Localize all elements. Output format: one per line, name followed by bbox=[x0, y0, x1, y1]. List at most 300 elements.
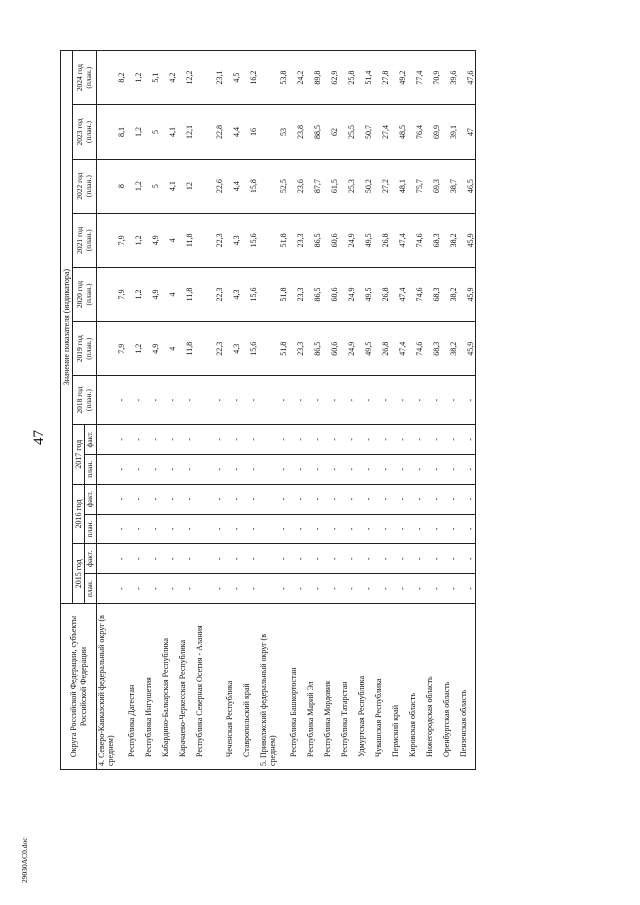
indicator-value-cell: - bbox=[127, 544, 144, 574]
indicator-value-cell: 1,2 bbox=[127, 213, 144, 267]
indicator-value-cell: - bbox=[178, 454, 195, 484]
region-name: Республика Марий Эл bbox=[306, 604, 323, 770]
indicator-value-cell: - bbox=[391, 514, 408, 544]
indicator-value-cell: 5 bbox=[144, 105, 161, 159]
indicator-value-cell: - bbox=[323, 484, 340, 514]
table-row bbox=[178, 51, 195, 770]
indicator-value-cell: - bbox=[225, 484, 242, 514]
indicator-value-cell: 11,8 bbox=[178, 322, 195, 376]
region-name: Республика Татарстан bbox=[340, 604, 357, 770]
indicator-value-cell: - bbox=[97, 544, 127, 574]
plan-year-header: 2018 год (план.) bbox=[73, 376, 97, 425]
indicator-value-cell: 86,5 bbox=[306, 213, 323, 267]
indicator-value-cell: - bbox=[306, 484, 323, 514]
indicator-value-cell: - bbox=[195, 424, 225, 454]
table-row bbox=[408, 51, 425, 770]
indicator-value-cell: 4,9 bbox=[144, 322, 161, 376]
indicator-value-cell: 50,2 bbox=[357, 159, 374, 213]
indicator-value-cell: - bbox=[323, 544, 340, 574]
indicator-value-cell: 7,9 bbox=[97, 322, 127, 376]
indicator-value-cell: - bbox=[408, 484, 425, 514]
fact-subheader: факт. bbox=[85, 544, 97, 574]
indicator-value-cell: 16 bbox=[242, 105, 259, 159]
indicator-value-cell: 4,4 bbox=[225, 105, 242, 159]
indicator-value-cell: - bbox=[374, 484, 391, 514]
indicator-value-cell: - bbox=[259, 454, 289, 484]
indicator-value-cell: 4,3 bbox=[225, 213, 242, 267]
indicator-value-cell: - bbox=[442, 484, 459, 514]
indicator-value-cell: - bbox=[323, 376, 340, 425]
indicator-value-cell: 15,6 bbox=[242, 213, 259, 267]
indicator-value-cell: 7,9 bbox=[97, 213, 127, 267]
region-name: Удмуртская Республика bbox=[357, 604, 374, 770]
indicator-value-cell: - bbox=[161, 454, 178, 484]
indicator-value-cell: - bbox=[391, 454, 408, 484]
table-body bbox=[97, 51, 476, 770]
plan-year-header: 2023 год (план.) bbox=[73, 105, 97, 159]
indicator-value-cell: - bbox=[323, 574, 340, 604]
indicator-value-cell: 49,5 bbox=[357, 322, 374, 376]
indicator-value-cell: - bbox=[459, 424, 476, 454]
indicator-value-cell: - bbox=[357, 484, 374, 514]
indicator-value-cell: 1,2 bbox=[127, 159, 144, 213]
indicator-value-cell: - bbox=[144, 514, 161, 544]
region-name: Ставропольский край bbox=[242, 604, 259, 770]
indicator-value-cell: 49,5 bbox=[357, 213, 374, 267]
indicator-value-cell: 22,3 bbox=[195, 213, 225, 267]
region-name: Кировская область bbox=[408, 604, 425, 770]
indicator-value-cell: - bbox=[408, 574, 425, 604]
indicator-value-cell: 76,4 bbox=[408, 105, 425, 159]
indicator-value-cell: - bbox=[144, 544, 161, 574]
table-row bbox=[225, 51, 242, 770]
indicator-value-cell: 47,4 bbox=[391, 213, 408, 267]
indicator-value-cell: - bbox=[459, 484, 476, 514]
indicator-value-cell: 87,7 bbox=[306, 159, 323, 213]
indicator-value-cell: - bbox=[425, 514, 442, 544]
indicator-value-cell: 61,5 bbox=[323, 159, 340, 213]
region-name: Карачаево-Черкесская Республика bbox=[178, 604, 195, 770]
indicator-value-cell: 60,6 bbox=[323, 267, 340, 321]
indicator-value-cell: - bbox=[306, 544, 323, 574]
indicator-value-cell: - bbox=[195, 544, 225, 574]
fact-subheader: факт. bbox=[85, 424, 97, 454]
indicator-value-cell: 47,4 bbox=[391, 322, 408, 376]
indicator-value-cell: - bbox=[408, 454, 425, 484]
indicator-value-cell: 5 bbox=[144, 159, 161, 213]
indicator-value-cell: 38,2 bbox=[442, 213, 459, 267]
region-name: Республика Башкортостан bbox=[289, 604, 306, 770]
indicator-value-cell: - bbox=[374, 514, 391, 544]
indicator-value-cell: - bbox=[442, 454, 459, 484]
indicator-value-cell: - bbox=[391, 376, 408, 425]
indicator-value-cell: - bbox=[425, 574, 442, 604]
indicator-value-cell: 68,3 bbox=[425, 267, 442, 321]
indicator-value-cell: - bbox=[340, 454, 357, 484]
name-column-header: Округа Российской Федерации, субъекты Российской Федерации bbox=[61, 604, 97, 770]
indicator-value-cell: - bbox=[161, 544, 178, 574]
indicator-value-cell: - bbox=[306, 376, 323, 425]
indicator-value-cell: - bbox=[242, 424, 259, 454]
table-row bbox=[144, 51, 161, 770]
indicator-value-cell: 24,9 bbox=[340, 267, 357, 321]
indicator-value-cell: - bbox=[259, 484, 289, 514]
indicator-value-cell: 62 bbox=[323, 105, 340, 159]
indicator-value-cell: - bbox=[340, 484, 357, 514]
indicator-value-cell: - bbox=[242, 376, 259, 425]
region-name: Республика Северная Осетия - Алания bbox=[195, 604, 225, 770]
year-2017-header: 2017 год bbox=[73, 424, 85, 484]
indicator-value-cell: 4,3 bbox=[225, 322, 242, 376]
indicator-value-cell: 74,6 bbox=[408, 322, 425, 376]
indicator-value-cell: 74,6 bbox=[408, 267, 425, 321]
indicator-value-cell: 23,3 bbox=[289, 322, 306, 376]
indicator-value-cell: 77,4 bbox=[408, 51, 425, 105]
plan-year-header: 2019 год (план.) bbox=[73, 322, 97, 376]
region-name: Кабардино-Балкарская Республика bbox=[161, 604, 178, 770]
table-row bbox=[391, 51, 408, 770]
table-row bbox=[459, 51, 476, 770]
indicator-value-cell: 52,5 bbox=[259, 159, 289, 213]
indicator-value-cell: 74,6 bbox=[408, 213, 425, 267]
indicator-value-cell: - bbox=[97, 514, 127, 544]
indicator-value-cell: 27,8 bbox=[374, 51, 391, 105]
indicator-value-cell: - bbox=[391, 544, 408, 574]
indicator-value-cell: - bbox=[259, 514, 289, 544]
indicator-value-cell: - bbox=[242, 544, 259, 574]
table-row bbox=[374, 51, 391, 770]
indicator-value-cell: - bbox=[459, 376, 476, 425]
region-name: Республика Дагестан bbox=[127, 604, 144, 770]
indicator-value-cell: - bbox=[178, 484, 195, 514]
indicator-value-cell: - bbox=[425, 454, 442, 484]
indicator-value-cell: 8,2 bbox=[97, 51, 127, 105]
indicator-value-cell: - bbox=[242, 574, 259, 604]
indicator-value-cell: 24,9 bbox=[340, 322, 357, 376]
indicator-value-cell: - bbox=[459, 454, 476, 484]
indicator-value-cell: - bbox=[259, 574, 289, 604]
table-row bbox=[289, 51, 306, 770]
indicator-value-cell: 69,9 bbox=[425, 105, 442, 159]
region-name: Республика Мордовия bbox=[323, 604, 340, 770]
indicator-value-cell: 1,2 bbox=[127, 267, 144, 321]
indicator-value-cell: - bbox=[374, 454, 391, 484]
indicator-value-cell: - bbox=[161, 514, 178, 544]
indicator-value-cell: 60,6 bbox=[323, 213, 340, 267]
indicator-value-cell: - bbox=[340, 376, 357, 425]
indicator-value-cell: 69,3 bbox=[425, 159, 442, 213]
indicator-value-cell: - bbox=[127, 424, 144, 454]
indicator-value-cell: 47 bbox=[459, 105, 476, 159]
indicator-value-cell: - bbox=[144, 424, 161, 454]
indicator-value-cell: 51,8 bbox=[259, 267, 289, 321]
indicator-value-cell: - bbox=[459, 544, 476, 574]
indicator-value-cell: 38,2 bbox=[442, 322, 459, 376]
indicator-value-cell: - bbox=[161, 424, 178, 454]
indicator-value-cell: 8,1 bbox=[97, 105, 127, 159]
region-name: Пермский край bbox=[391, 604, 408, 770]
indicator-value-cell: 25,3 bbox=[340, 159, 357, 213]
indicator-value-cell: - bbox=[144, 454, 161, 484]
indicator-value-cell: 4,9 bbox=[144, 213, 161, 267]
indicator-value-cell: - bbox=[127, 454, 144, 484]
indicator-value-cell: 23,3 bbox=[289, 267, 306, 321]
indicator-value-cell: - bbox=[195, 514, 225, 544]
indicator-value-cell: - bbox=[225, 574, 242, 604]
indicator-value-cell: 23,6 bbox=[289, 159, 306, 213]
indicator-value-cell: - bbox=[225, 376, 242, 425]
page-number: 47 bbox=[31, 430, 47, 445]
indicator-value-cell: - bbox=[374, 544, 391, 574]
indicator-value-cell: 4 bbox=[161, 213, 178, 267]
indicator-value-cell: 12 bbox=[178, 159, 195, 213]
plan-subheader: план. bbox=[85, 454, 97, 484]
indicator-value-cell: 86,5 bbox=[306, 322, 323, 376]
indicator-value-cell: - bbox=[178, 514, 195, 544]
indicator-value-cell: - bbox=[289, 424, 306, 454]
indicator-value-cell: - bbox=[425, 544, 442, 574]
indicator-value-cell: 86,5 bbox=[306, 267, 323, 321]
indicator-value-cell: - bbox=[408, 544, 425, 574]
indicator-value-cell: - bbox=[242, 454, 259, 484]
indicator-value-cell: - bbox=[340, 544, 357, 574]
indicator-value-cell: - bbox=[323, 424, 340, 454]
indicator-value-cell: - bbox=[161, 376, 178, 425]
indicator-value-cell: - bbox=[225, 424, 242, 454]
indicator-value-cell: 27,4 bbox=[374, 105, 391, 159]
indicator-value-cell: - bbox=[289, 544, 306, 574]
indicator-value-cell: 39,1 bbox=[442, 105, 459, 159]
indicator-value-cell: - bbox=[178, 544, 195, 574]
table-row bbox=[425, 51, 442, 770]
table-row bbox=[357, 51, 374, 770]
indicator-value-cell: 4,4 bbox=[225, 159, 242, 213]
indicator-value-cell: 4,3 bbox=[225, 267, 242, 321]
indicator-value-cell: - bbox=[340, 514, 357, 544]
indicator-value-cell: - bbox=[178, 574, 195, 604]
indicator-value-cell: 4,2 bbox=[161, 51, 178, 105]
indicator-value-cell: 11,8 bbox=[178, 213, 195, 267]
indicator-value-cell: - bbox=[127, 514, 144, 544]
indicator-value-cell: 38,2 bbox=[442, 267, 459, 321]
plan-year-header: 2022 год (план.) bbox=[73, 159, 97, 213]
indicator-value-cell: 24,2 bbox=[289, 51, 306, 105]
table-row bbox=[442, 51, 459, 770]
indicator-value-cell: - bbox=[340, 574, 357, 604]
indicator-value-cell: 4 bbox=[161, 322, 178, 376]
indicator-value-cell: - bbox=[127, 574, 144, 604]
region-name: Оренбургская область bbox=[442, 604, 459, 770]
indicator-value-cell: 4,9 bbox=[144, 267, 161, 321]
indicator-value-cell: - bbox=[391, 484, 408, 514]
indicator-value-cell: - bbox=[357, 574, 374, 604]
indicator-value-cell: - bbox=[97, 574, 127, 604]
indicator-value-cell: 4 bbox=[161, 267, 178, 321]
indicator-value-cell: 53,8 bbox=[259, 51, 289, 105]
indicator-value-cell: - bbox=[340, 424, 357, 454]
table-row bbox=[127, 51, 144, 770]
indicator-value-cell: 39,6 bbox=[442, 51, 459, 105]
indicator-value-cell: 23,1 bbox=[195, 51, 225, 105]
indicator-value-cell: 25,5 bbox=[340, 105, 357, 159]
indicator-value-cell: 15,6 bbox=[242, 267, 259, 321]
indicator-value-cell: - bbox=[127, 376, 144, 425]
indicator-value-cell: - bbox=[374, 574, 391, 604]
indicator-value-cell: - bbox=[259, 376, 289, 425]
indicator-value-cell: 12,1 bbox=[178, 105, 195, 159]
table-row bbox=[259, 51, 289, 770]
region-name: Чувашская Республика bbox=[374, 604, 391, 770]
indicator-value-cell: - bbox=[242, 484, 259, 514]
indicator-value-cell: - bbox=[357, 514, 374, 544]
indicator-value-cell: - bbox=[374, 424, 391, 454]
indicator-value-cell: - bbox=[127, 484, 144, 514]
indicator-value-cell: 26,8 bbox=[374, 213, 391, 267]
indicator-value-cell: 75,7 bbox=[408, 159, 425, 213]
indicator-value-cell: 15,6 bbox=[242, 322, 259, 376]
indicator-value-cell: 89,8 bbox=[306, 51, 323, 105]
region-name: Пензенская область bbox=[459, 604, 476, 770]
indicator-value-cell: 1,2 bbox=[127, 51, 144, 105]
indicator-value-cell: - bbox=[225, 514, 242, 544]
table-row bbox=[195, 51, 225, 770]
indicator-value-cell: - bbox=[144, 484, 161, 514]
year-2015-header: 2015 год bbox=[73, 544, 85, 604]
plan-year-header: 2020 год (план.) bbox=[73, 267, 97, 321]
indicator-value-cell: 45,9 bbox=[459, 213, 476, 267]
indicator-value-cell: - bbox=[459, 514, 476, 544]
indicator-value-cell: 48,1 bbox=[391, 159, 408, 213]
indicator-value-cell: 8 bbox=[97, 159, 127, 213]
indicator-value-cell: 38,7 bbox=[442, 159, 459, 213]
indicator-value-cell: - bbox=[195, 454, 225, 484]
indicator-value-cell: 26,8 bbox=[374, 322, 391, 376]
indicator-value-cell: - bbox=[306, 574, 323, 604]
indicator-value-cell: 60,6 bbox=[323, 322, 340, 376]
indicator-value-cell: - bbox=[289, 484, 306, 514]
indicator-value-cell: 68,3 bbox=[425, 213, 442, 267]
indicator-value-cell: 47,6 bbox=[459, 51, 476, 105]
plan-subheader: план. bbox=[85, 574, 97, 604]
indicator-value-cell: - bbox=[161, 574, 178, 604]
indicator-value-cell: - bbox=[306, 454, 323, 484]
indicator-value-cell: 46,5 bbox=[459, 159, 476, 213]
region-name: 4. Северо-Кавказский федеральный округ (в среднем) bbox=[97, 604, 127, 770]
table-row bbox=[161, 51, 178, 770]
plan-year-header: 2021 год (план.) bbox=[73, 213, 97, 267]
table-header bbox=[61, 51, 97, 770]
indicator-value-cell: - bbox=[459, 574, 476, 604]
indicator-value-cell: - bbox=[178, 376, 195, 425]
indicator-value-cell: - bbox=[306, 424, 323, 454]
region-name: Нижегородская область bbox=[425, 604, 442, 770]
indicator-value-cell: - bbox=[178, 424, 195, 454]
indicator-value-cell: - bbox=[195, 574, 225, 604]
indicator-value-cell: - bbox=[306, 514, 323, 544]
indicator-value-cell: 23,3 bbox=[289, 213, 306, 267]
indicator-value-cell: - bbox=[144, 376, 161, 425]
indicator-value-cell: - bbox=[259, 544, 289, 574]
indicator-value-cell: - bbox=[289, 376, 306, 425]
indicator-value-cell: - bbox=[323, 454, 340, 484]
indicator-value-cell: 15,8 bbox=[242, 159, 259, 213]
indicator-value-cell: 4,5 bbox=[225, 51, 242, 105]
indicator-value-cell: - bbox=[425, 376, 442, 425]
indicator-value-cell: 5,1 bbox=[144, 51, 161, 105]
region-name: Чеченская Республика bbox=[225, 604, 242, 770]
indicator-value-cell: - bbox=[289, 514, 306, 544]
indicator-value-cell: - bbox=[144, 574, 161, 604]
indicator-value-cell: - bbox=[323, 514, 340, 544]
indicator-value-cell: - bbox=[442, 424, 459, 454]
indicator-value-cell: 51,8 bbox=[259, 213, 289, 267]
indicator-value-cell: - bbox=[357, 424, 374, 454]
indicator-value-cell: - bbox=[442, 514, 459, 544]
indicator-value-cell: 7,9 bbox=[97, 267, 127, 321]
indicator-value-cell: - bbox=[425, 424, 442, 454]
indicator-value-cell: 4,1 bbox=[161, 159, 178, 213]
indicator-value-cell: 27,2 bbox=[374, 159, 391, 213]
indicator-group-header: Значение показателя (индикатора) bbox=[61, 51, 73, 604]
indicator-value-cell: - bbox=[442, 544, 459, 574]
indicator-value-cell: 70,9 bbox=[425, 51, 442, 105]
indicator-value-cell: 22,8 bbox=[195, 105, 225, 159]
indicator-value-cell: 53 bbox=[259, 105, 289, 159]
indicator-value-cell: - bbox=[425, 484, 442, 514]
year-2016-header: 2016 год bbox=[73, 484, 85, 544]
rotated-page-content bbox=[60, 50, 590, 770]
indicator-value-cell: - bbox=[391, 574, 408, 604]
indicator-value-cell: - bbox=[161, 484, 178, 514]
indicator-value-cell: 88,5 bbox=[306, 105, 323, 159]
plan-year-header: 2024 год (план.) bbox=[73, 51, 97, 105]
indicator-value-cell: 12,2 bbox=[178, 51, 195, 105]
indicator-value-cell: 22,3 bbox=[195, 267, 225, 321]
indicator-value-cell: - bbox=[391, 424, 408, 454]
indicator-value-cell: 16,2 bbox=[242, 51, 259, 105]
indicator-value-cell: - bbox=[408, 376, 425, 425]
indicator-value-cell: - bbox=[374, 376, 391, 425]
indicator-value-cell: 49,2 bbox=[391, 51, 408, 105]
indicator-value-cell: - bbox=[357, 544, 374, 574]
indicator-value-cell: 11,8 bbox=[178, 267, 195, 321]
indicator-value-cell: - bbox=[408, 514, 425, 544]
indicator-value-cell: 24,9 bbox=[340, 213, 357, 267]
indicator-value-cell: 4,1 bbox=[161, 105, 178, 159]
indicator-value-cell: 22,3 bbox=[195, 322, 225, 376]
indicator-value-cell: - bbox=[357, 376, 374, 425]
table-row bbox=[242, 51, 259, 770]
indicator-value-cell: - bbox=[97, 484, 127, 514]
region-name: 5. Приволжский федеральный округ (в среднем) bbox=[259, 604, 289, 770]
indicator-value-cell: - bbox=[225, 544, 242, 574]
indicator-value-cell: 51,4 bbox=[357, 51, 374, 105]
table-row bbox=[97, 51, 127, 770]
indicator-value-cell: - bbox=[97, 454, 127, 484]
indicator-value-cell: 47,4 bbox=[391, 267, 408, 321]
indicator-value-cell: 45,9 bbox=[459, 267, 476, 321]
table-row bbox=[323, 51, 340, 770]
indicator-value-cell: 26,8 bbox=[374, 267, 391, 321]
indicator-value-cell: - bbox=[442, 574, 459, 604]
indicator-value-cell: - bbox=[242, 514, 259, 544]
indicator-value-cell: 48,5 bbox=[391, 105, 408, 159]
indicator-value-cell: - bbox=[442, 376, 459, 425]
table-row bbox=[306, 51, 323, 770]
indicator-value-cell: 68,3 bbox=[425, 322, 442, 376]
indicator-value-cell: 50,7 bbox=[357, 105, 374, 159]
indicator-value-cell: - bbox=[97, 424, 127, 454]
